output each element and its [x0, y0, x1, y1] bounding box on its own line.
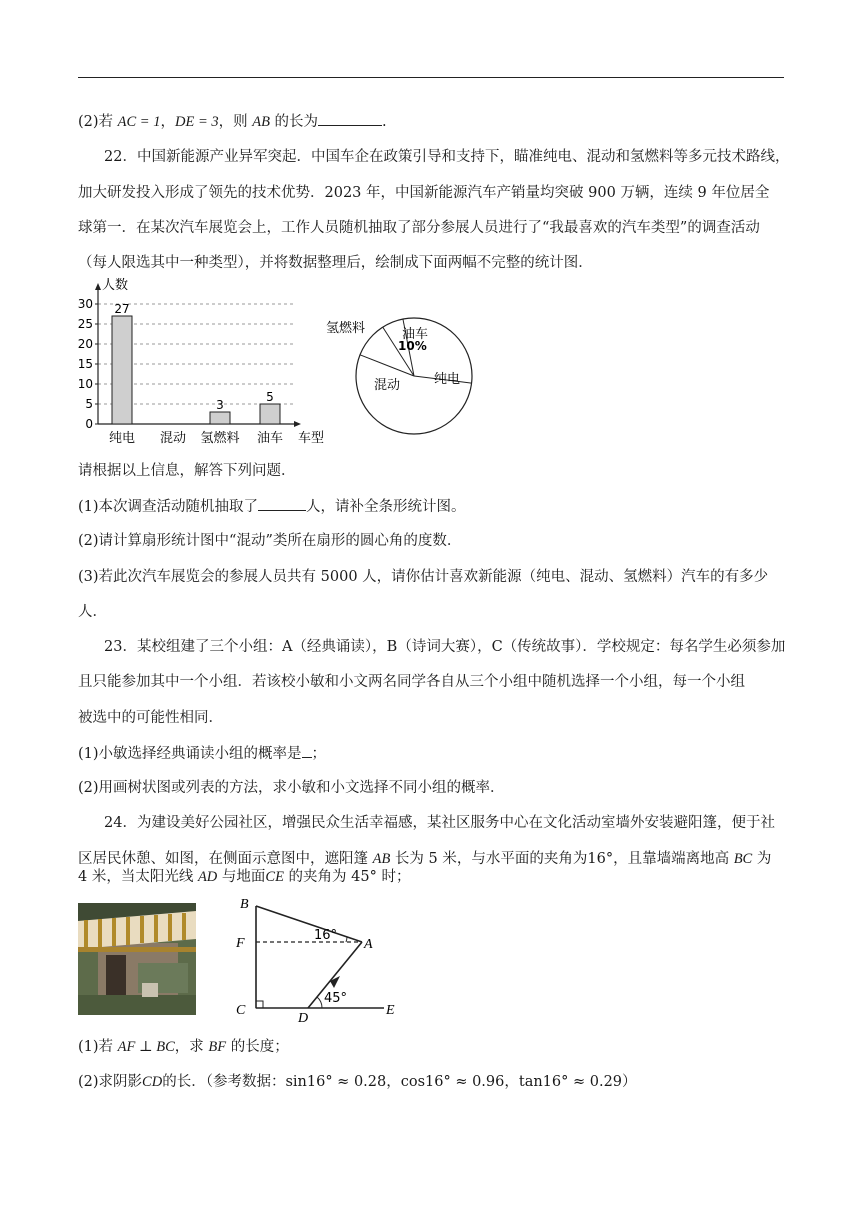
y-tick-label: 20 [78, 337, 93, 351]
q24-line1: 24．为建设美好公园社区，增强民众生活幸福感，某社区服务中心在文化活动室墙外安装避阳篷，便于社 [104, 815, 775, 831]
bar-value-label: 3 [216, 398, 224, 412]
q22-part1 [78, 496, 788, 517]
text: (2)求阴影 [78, 1074, 143, 1090]
text: 的长度； [226, 1039, 289, 1055]
point-e: E [386, 1003, 395, 1018]
point-d: D [298, 1011, 309, 1024]
q24-line2 [78, 849, 788, 869]
text: 的长为 [269, 114, 319, 130]
header-rule [78, 77, 784, 78]
y-tick-label: 10 [78, 377, 93, 391]
text: ； [311, 746, 327, 762]
text: ，求 [174, 1039, 209, 1055]
q22-line4: （每人限选其中一种类型），并将数据整理后，绘制成下面两幅不完整的统计图． [78, 255, 593, 271]
text: . [382, 114, 387, 130]
text: 与地面 [217, 869, 266, 885]
bar-value-label: 5 [266, 390, 274, 404]
pie-chart [320, 310, 510, 440]
bar-xlabel: 车型 [298, 431, 325, 446]
bar-0 [112, 316, 132, 424]
q24-part2 [78, 1072, 788, 1092]
x-tick-label: 纯电 [108, 431, 136, 446]
y-tick-label: 25 [78, 317, 93, 331]
math-ab: AB [372, 851, 391, 867]
math-ac: AC = 1 [117, 114, 161, 130]
bar-xticks [109, 430, 283, 446]
text: (1)小敏选择经典诵读小组的概率是 [78, 746, 302, 762]
point-a: A [364, 937, 373, 952]
q21-part2 [78, 111, 788, 132]
angle-arc-45 [317, 997, 322, 1008]
angle-label-45: 45° [324, 991, 348, 1006]
point-c: C [236, 1003, 246, 1018]
segment-ab [256, 906, 362, 942]
text: 的夹角为 45° 时； [283, 869, 411, 885]
q22-after: 请根据以上信息，解答下列问题． [78, 463, 296, 479]
q23-line2: 且只能参加其中一个小组．若该校小敏和小文两名同学各自从三个小组中随机选择一个小组，每一个小组 [78, 674, 745, 690]
pie-label-hydrogen: 氢燃料 [326, 321, 366, 336]
q23-part2: (2)用画树状图或列表的方法，求小敏和小文选择不同小组的概率． [78, 780, 505, 796]
text: (1)本次调查活动随机抽取了 [78, 499, 259, 515]
q23-line1: 23．某校组建了三个小组：A（经典诵读），B（诗词大赛），C（传统故事）．学校规定：每名学生必须参加 [104, 639, 786, 655]
bar-3 [260, 404, 280, 424]
text: 长为 5 米，与水平面的夹角为16°，且靠墙端离地高 [390, 851, 734, 867]
y-tick-label: 15 [78, 357, 93, 371]
pie-label-fuel: 油车 [402, 327, 429, 342]
q23-part1 [78, 743, 788, 764]
math-ce: CE [265, 869, 284, 885]
text: 人，请补全条形统计图。 [306, 499, 466, 515]
awning-photo [78, 903, 196, 1015]
point-f: F [236, 936, 245, 951]
text: ，则 [218, 114, 253, 130]
bar-value-label: 27 [114, 302, 130, 316]
math-bc: BC [733, 851, 753, 867]
math-bf: BF [208, 1039, 227, 1055]
q22-part2: (2)请计算扇形统计图中“混动”类所在扇形的圆心角的度数． [78, 533, 462, 549]
y-axis-arrow [95, 283, 101, 290]
q23-line3: 被选中的可能性相同． [78, 710, 223, 726]
y-tick-label: 0 [85, 417, 93, 431]
text: 4 米，当太阳光线 [78, 869, 198, 885]
text: ， [160, 114, 175, 130]
bar-chart [78, 274, 338, 450]
q22-part3a: (3)若此次汽车展览会的参展人员共有 5000 人，请你估计喜欢新能源（纯电、混动、氢燃料）汽车的有多少 [78, 569, 769, 585]
text: (1)若 [78, 1039, 118, 1055]
text: 区居民休憩、如图，在侧面示意图中，遮阳篷 [78, 851, 373, 867]
angle-arc-16 [346, 937, 347, 942]
x-tick-label: 油车 [256, 431, 284, 446]
math-de: DE = 3 [174, 114, 219, 130]
answer-blank[interactable] [302, 743, 312, 758]
x-axis-arrow [294, 421, 301, 427]
q22-line3: 球第一．在某次汽车展览会上，工作人员随机抽取了部分参展人员进行了“我最喜欢的汽车类型”的调查活动 [78, 220, 760, 236]
awning-photo-drawing [78, 903, 196, 1015]
x-tick-label: 混动 [159, 431, 187, 446]
bar-yticks [78, 297, 98, 431]
math-ab: AB [252, 114, 270, 130]
x-tick-label: 氢燃料 [200, 431, 240, 446]
y-tick-label: 30 [78, 297, 93, 311]
math-ad: AD [197, 869, 218, 885]
q24-part1 [78, 1037, 788, 1057]
point-b: B [240, 897, 249, 912]
pie-label-electric: 纯电 [434, 372, 461, 387]
pie-label-hybrid: 混动 [374, 378, 401, 393]
bar-2 [210, 412, 230, 424]
geometry-diagram [226, 892, 406, 1024]
math-af-perp-bc: AF ⊥ BC [117, 1039, 175, 1055]
text: 为 [752, 851, 772, 867]
right-angle-mark [256, 1001, 263, 1008]
q22-line2: 加大研发投入形成了领先的技术优势．2023 年，中国新能源汽车产销量均突破 900 万辆，连续 9 年位居全 [78, 185, 770, 201]
y-tick-label: 5 [85, 397, 93, 411]
q24-line3 [78, 867, 788, 887]
q22-part3b: 人． [78, 604, 107, 620]
text: (2)若 [78, 114, 118, 130]
pie-label-percent: 10% [398, 339, 427, 353]
answer-blank[interactable] [258, 496, 306, 511]
answer-blank[interactable] [318, 111, 382, 126]
bar-marks [112, 302, 280, 424]
text: 的长．（参考数据：sin16° ≈ 0.28，cos16° ≈ 0.96，tan16° ≈ 0.29） [162, 1074, 637, 1090]
bar-ylabel: 人数 [102, 278, 129, 293]
math-cd: CD [142, 1074, 163, 1090]
angle-label-16: 16° [314, 928, 338, 943]
arrow-head [330, 976, 340, 988]
q22-line1: 22．中国新能源产业异军突起．中国车企在政策引导和支持下，瞄准纯电、混动和氢燃料等多元技术路线， [104, 149, 790, 165]
